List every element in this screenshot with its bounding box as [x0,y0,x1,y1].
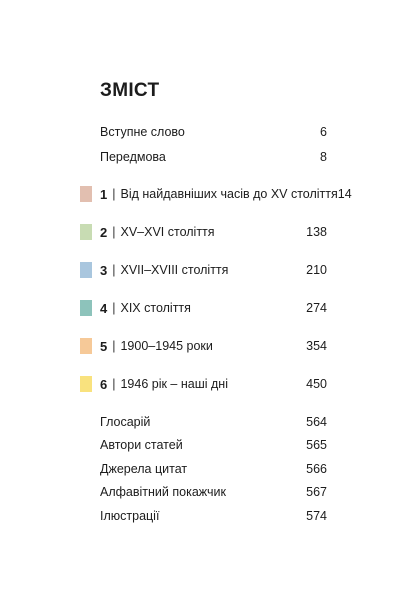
toc-entry-label: Алфавітний покажчик [100,485,226,499]
toc-entry-page: 565 [306,438,327,452]
chapter-separator: | [112,263,116,277]
chapter-separator: | [112,339,116,353]
chapter-page: 138 [306,225,327,239]
toc-entry-foreword[interactable] [100,122,327,142]
toc-entry-index[interactable] [100,482,327,502]
toc-entry-illustrations[interactable] [100,506,327,526]
chapter-page: 354 [306,339,327,353]
chapter-color-swatch [80,186,92,202]
chapter-title: XVII–XVIII століття [120,263,229,277]
chapter-title: Від найдавніших часів до XV століття [120,187,338,201]
chapter-separator: | [112,301,116,315]
chapter-number: 4 [100,300,108,316]
toc-entry-page: 564 [306,415,327,429]
toc-entry-glossary[interactable] [100,412,327,432]
toc-entry-label: Вступне слово [100,125,185,139]
toc-entry-page: 6 [320,125,327,139]
toc-chapter-2[interactable] [80,222,327,242]
toc-entry-authors[interactable] [100,435,327,455]
toc-entry-label: Передмова [100,150,166,164]
page-title: ЗМІСТ [100,80,160,101]
chapter-separator: | [112,225,116,239]
chapter-color-swatch [80,338,92,354]
chapter-number: 5 [100,338,108,354]
toc-chapter-3[interactable] [80,260,327,280]
toc-entry-label: Ілюстрації [100,509,160,523]
toc-entry-sources[interactable] [100,459,327,479]
chapter-page: 210 [306,263,327,277]
toc-chapter-1[interactable] [80,184,352,204]
chapter-title: 1946 рік – наші дні [120,377,228,391]
toc-chapter-4[interactable] [80,298,327,318]
chapter-color-swatch [80,376,92,392]
chapter-page: 14 [337,187,352,201]
toc-entry-label: Глосарій [100,415,151,429]
chapter-page: 274 [306,301,327,315]
chapter-number: 1 [100,186,108,202]
toc-entry-page: 574 [306,509,327,523]
chapter-title: XIX століття [120,301,191,315]
chapter-number: 6 [100,376,108,392]
chapter-number: 3 [100,262,108,278]
toc-entry-preface[interactable] [100,147,327,167]
toc-entry-page: 566 [306,462,327,476]
toc-entry-page: 8 [320,150,327,164]
chapter-separator: | [112,377,116,391]
chapter-title: 1900–1945 роки [120,339,213,353]
toc-chapter-6[interactable] [80,374,327,394]
chapter-color-swatch [80,224,92,240]
chapter-color-swatch [80,262,92,278]
toc-entry-page: 567 [306,485,327,499]
toc-chapter-5[interactable] [80,336,327,356]
chapter-color-swatch [80,300,92,316]
toc-entry-label: Джерела цитат [100,462,188,476]
chapter-number: 2 [100,224,108,240]
toc-entry-label: Автори статей [100,438,183,452]
chapter-separator: | [112,187,116,201]
chapter-page: 450 [306,377,327,391]
chapter-title: XV–XVI століття [120,225,215,239]
